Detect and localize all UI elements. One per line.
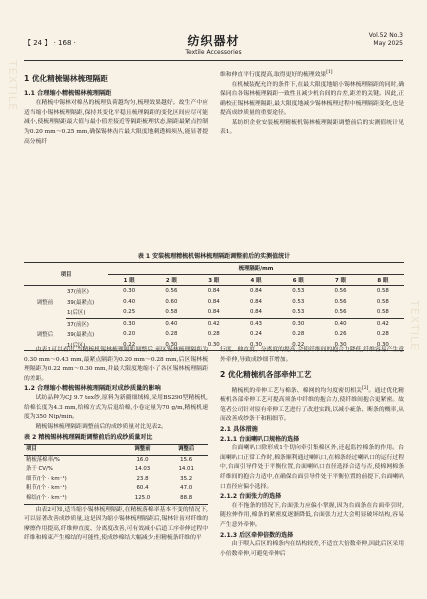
table-cell: 0.42 xyxy=(207,320,220,327)
left-column-top xyxy=(24,68,208,147)
table-header-cell: 项目 xyxy=(24,444,121,455)
table-cell: 0.28 xyxy=(292,331,305,338)
table-row-label: 39(最紧点) xyxy=(67,299,95,306)
table-cell: 0.24 xyxy=(249,331,262,338)
page-header xyxy=(24,34,403,56)
citation: [1] xyxy=(326,70,333,75)
table-cell: 0.30 xyxy=(123,288,136,295)
paragraph: 试纺品种为CJ 9.7 tex纱,原料为新疆细绒棉,采用BS290型精梳机,给棉长度为4.3 mm,给棉方式为后退给棉,小卷定量为70 g/m,精梳机速度为350 Nip/min。 xyxy=(24,394,208,421)
paragraph: 在机械装配允许的条件下,在最大限度地缩小锡林梳理隔距的同时,确保同台各锡林梳理隔距一致性且减少机台间的台差,距差的关键。因此,正确校正锡林梳理隔距,最大限度地减少锡林梳理过程中梳理隔距变化,也是提高成纱质量的重要途径。 xyxy=(220,81,404,117)
table-cell: 0.20 xyxy=(123,331,136,338)
table-cell: 0.53 xyxy=(292,288,305,295)
journal-title-cn: 纺织器材 xyxy=(187,34,240,48)
table-cell: 0.40 xyxy=(165,320,178,327)
issue-date: May 2025 xyxy=(373,40,403,47)
paragraph: 行度、伸直度、分离度的提高,会使纤维间的抱合力降低,纤维容易产生意外牵伸,导致成纱细节增加。 xyxy=(220,347,404,363)
table-cell: 0.56 xyxy=(319,307,361,318)
table-group-label: 调整后 xyxy=(24,318,66,351)
table-cell: 0.56 xyxy=(334,288,347,295)
watermark-left: TEXTILE xyxy=(6,60,19,112)
table-cell: 0.58 xyxy=(150,307,192,318)
section-2-1-2-heading: 2.1.2 台面张力的选择 xyxy=(220,493,282,501)
paragraph: 在不拖条的情况下,台面张力应偏小掌握,因为台面条在台面牵引时,随拉伸作用,棉条的紧密度逐渐降低,台面张力过大会明显破坏结构,容易产生意外牵伸。 xyxy=(220,502,404,529)
table-row-label: 37(前区) xyxy=(67,321,89,328)
table-cell: 15.6 xyxy=(180,456,193,463)
paragraph: 由表2可知,适当缩小锡林梳理隔距,在精梳落棉率基本不变的情况下,可以显著改善成纱质量,这是因为缩小锡林梳理隔距后,锡林针齿对纤维的摩擦作用提高,纤维伸直度、分离度改善,可有效减小后道工序牵伸过程中纤维和棉束产生棉结的可能性,使成纱棉结大幅减少;但精梳条纤维的平 xyxy=(24,506,208,542)
watermark-right: TEXTILE xyxy=(408,300,421,352)
table-cell: 0.30 xyxy=(193,340,235,351)
section-2-1-3-heading: 2.1.3 后区牵伸倍数的选择 xyxy=(220,531,294,539)
paragraph: 某纺织企业安装梳理精梳机锡林梳理隔距调整前后的实测值统计见表1。 xyxy=(220,119,404,136)
paragraph-text: 精梳机的牵伸工艺与棉条、棉网的均匀度密切相关 xyxy=(231,387,363,394)
table-header-cell: 调整前 xyxy=(121,444,165,455)
table-cell: 0.22 xyxy=(277,340,319,351)
volume-number: Vol.52 No.3 xyxy=(368,32,403,39)
table-cell: 精梳落棉率/% xyxy=(26,456,60,463)
paragraph: 由于喂入后区的棉条内在结构较差,不适宜大倍数牵伸,因此后区采用小倍数牵伸,可避免牵伸后 xyxy=(220,541,404,557)
section-1-1-heading: 1.1 合理缩小精梳锡林梳理隔距 xyxy=(24,89,112,97)
section-1-heading: 1 优化精梳锡林梳理隔距 xyxy=(24,74,108,83)
table-cell: 0.84 xyxy=(249,298,262,305)
table-cell: 0.22 xyxy=(108,340,150,351)
table-cell: 0.40 xyxy=(334,320,347,327)
table-cell: 14.03 xyxy=(134,466,151,473)
table-header-cell: 2 眼 xyxy=(150,274,192,286)
table-cell: 0.58 xyxy=(376,298,389,305)
table-cell: 0.30 xyxy=(319,340,361,351)
section-2-1-heading: 2.1 具体措施 xyxy=(220,426,258,434)
section-2-heading: 2 优化精梳机各部牵伸工艺 xyxy=(220,370,312,380)
table-cell: 细节/(个 · km⁻¹) xyxy=(26,475,67,482)
section-2-1-1-heading: 2.1.1 台面喇叭口规格的选择 xyxy=(220,435,300,443)
table-cell: 0.28 xyxy=(165,331,178,338)
paragraph: 在精梳中锡林对棉丛的梳理负荷越均匀,梳理效果越好。故生产中应适当缩小锡林梳理隔距,保持其变化平稳且梳理隔距的变化区间应尽可能减小,使梳理隔距最大值与最小值差接近等隔距梳理状态,隔距最紧点控制为0.20 mm～0.25 mm,确保锡林齿片最大限度地刺透棉须丛,能显著提高分梳纤 xyxy=(24,100,208,145)
table-cell: 0.84 xyxy=(249,288,262,295)
paragraph xyxy=(220,384,404,425)
table-cell: 0.30 xyxy=(292,320,305,327)
journal-title-en: Textile Accessories xyxy=(185,49,242,56)
table-cell: 47.0 xyxy=(180,485,193,492)
table-cell: 0.30 xyxy=(123,320,136,327)
paragraph: 由表1可以看出,当精梳机锡林梳理隔距调整后,前区锡林梳理隔距为0.30 mm～0.43 mm,最紧点隔距为0.20 mm～0.28 mm,后区锡林梳理隔距为0.22 mm～0.30 mm,并最大限度地缩小了各区锡林梳理隔距的差距。 xyxy=(24,347,208,382)
table-cell: 0.43 xyxy=(249,320,262,327)
table-cell: 0.58 xyxy=(376,288,389,295)
table-cell: 0.84 xyxy=(207,298,220,305)
table-cell: 0.28 xyxy=(207,331,220,338)
table-cell: 粗节/(个 · km⁻¹) xyxy=(26,485,67,492)
table-cell: 14.01 xyxy=(178,466,194,473)
table-cell: 88.8 xyxy=(164,494,208,504)
paragraph xyxy=(220,68,404,81)
table-header-cell: 6 眼 xyxy=(277,274,319,286)
table-cell: 0.28 xyxy=(376,331,389,338)
table-cell: 23.8 xyxy=(136,475,149,482)
table-cell: 125.0 xyxy=(121,494,165,504)
table-cell: 0.30 xyxy=(150,340,192,351)
table-row-label: 37(前区) xyxy=(67,289,89,296)
table-cell: 0.84 xyxy=(235,307,277,318)
table-cell: 0.42 xyxy=(376,320,389,327)
table-cell: 棉结/(个 · km⁻¹) xyxy=(24,494,121,504)
table-header-cell: 3 眼 xyxy=(193,274,235,286)
table-cell: 0.26 xyxy=(334,331,347,338)
table-cell: 35.2 xyxy=(180,475,193,482)
table-cell: 0.84 xyxy=(207,288,220,295)
paragraph: 精梳锡林梳理隔距调整前后的成纱质量对比见表2。 xyxy=(35,423,167,430)
table-header-cell: 项目 xyxy=(24,263,108,286)
table-header-cell: 4 眼 xyxy=(235,274,277,286)
table-header-cell: 7 眼 xyxy=(319,274,361,286)
table-cell: 0.30 xyxy=(362,340,404,351)
table-cell: 0.30 xyxy=(235,340,277,351)
table-cell: 0.58 xyxy=(362,307,404,318)
table-row-label: 39(最紧点) xyxy=(67,332,95,339)
table-cell: 条干 CV/% xyxy=(26,466,53,473)
table-1 xyxy=(24,262,404,351)
right-column-bottom xyxy=(220,346,404,559)
table-2 xyxy=(24,444,208,505)
paragraph: 台面喇叭口除形成1个切向牵引集棉区外,还起监控棉条的作用。台面喇叭口正常工作时,棉条顺利通过喇叭口,在棉条经过喇叭口的运行过程中,台面引导件处于平衡位置,台面喇叭口直径选择合适与否,使棉网棉条纤维间的抱合力适中,在确保台面引导件处于平衡位置的前提下,台面喇叭口直径应偏小选择。 xyxy=(220,445,404,490)
table-cell: 0.60 xyxy=(165,298,178,305)
table-cell: 0.25 xyxy=(108,307,150,318)
table-row-label: 1(后区) xyxy=(66,340,108,351)
table-cell: 0.56 xyxy=(334,298,347,305)
paragraph-text: 。通过优化精梳机各部牵伸工艺可提高须条中纤维的抱合力,使纤维间抱合更紧密。故笔者公司针对原有牵伸工艺进行了改进实践,以减小疵条、断条的概率,从而改善成纱条干和粗细节。 xyxy=(220,387,404,423)
paragraph-text: 维和伸直平行度提高,取得更好的梳理效果 xyxy=(220,71,327,78)
table-cell: 16.0 xyxy=(136,456,149,463)
table-cell: 0.40 xyxy=(123,298,136,305)
left-column-bottom xyxy=(24,346,208,544)
page-number: 【 24 】 · 168 · xyxy=(24,39,76,47)
table-cell: 0.53 xyxy=(292,298,305,305)
table-cell: 60.4 xyxy=(136,485,149,492)
right-column-top xyxy=(220,68,404,138)
table-group-label: 调整前 xyxy=(36,300,54,306)
table-row-label: 1(后区) xyxy=(66,307,108,318)
table-header-cell: 8 眼 xyxy=(362,274,404,286)
journal-logo xyxy=(185,32,241,56)
citation: [2] xyxy=(362,385,369,391)
section-1-2-heading: 1.2 合理缩小精梳锡林梳理隔距对成纱质量的影响 xyxy=(24,385,161,393)
table-cell: 0.56 xyxy=(165,288,178,295)
table-header-cell: 调整后 xyxy=(164,444,208,455)
table-header-cell: 梳理隔距/mm xyxy=(108,263,404,275)
table-cell: 0.53 xyxy=(277,307,319,318)
header-rule xyxy=(24,60,403,61)
table-header-cell: 1 眼 xyxy=(108,274,150,286)
table-cell: 0.84 xyxy=(193,307,235,318)
table-1-caption: 表 1 安装梳理精梳机锡林梳理隔距调整前后的实测值统计 xyxy=(137,253,291,260)
table-2-caption: 表 2 精梳锡林梳理隔距调整前后的成纱质量对比 xyxy=(24,434,153,442)
issue-info xyxy=(369,32,403,48)
